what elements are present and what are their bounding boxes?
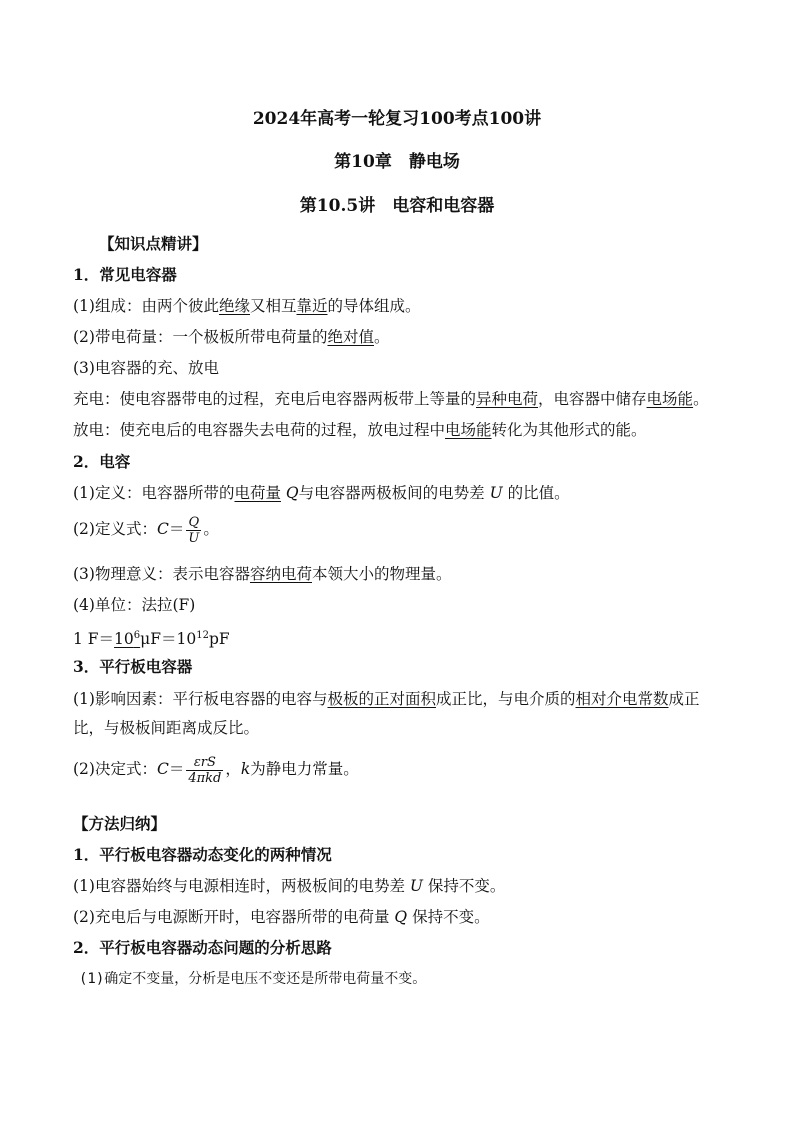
s1-charging: 充电：使电容器带电的过程，充电后电容器两板带上等量的异种电荷，电容器中储存电场能。: [73, 390, 709, 408]
s2-meaning: (3)物理意义：表示电容器容纳电荷本领大小的物理量。: [73, 565, 452, 583]
m2-step1: (1)确定不变量，分析是电压不变还是所带电荷量不变。: [79, 971, 427, 987]
section2-title: 2．电容: [73, 452, 131, 471]
s3-factors-line2: 比，与极板间距离成反比。: [73, 719, 260, 737]
method-heading: 【方法归纳】: [73, 814, 167, 833]
knowledge-heading: 【知识点精讲】: [99, 234, 208, 253]
s1-composition: (1)组成：由两个彼此绝缘又相互靠近的导体组成。: [73, 297, 421, 315]
capacitance-fraction: $\frac{Q}{U}$: [188, 514, 200, 546]
s3-factors-line1: (1)影响因素：平行板电容器的电容与极板的正对面积成正比，与电介质的相对介电常数成正: [73, 690, 700, 708]
lecture-title: 第10.5讲 电容和电容器: [299, 196, 495, 216]
doc-title: 2024年高考一轮复习100考点100讲: [252, 109, 542, 129]
s1-charge: (2)带电荷量：一个极板所带电荷量的绝对值。: [73, 328, 390, 346]
s1-discharging: 放电：使充电后的电容器失去电荷的过程，放电过程中电场能转化为其他形式的能。: [73, 421, 647, 439]
method1-title: 1．平行板电容器动态变化的两种情况: [73, 845, 332, 864]
decision-fraction: $\frac{\text{εrS}}{\text{4πkd}}$: [188, 754, 222, 786]
m1-connected: (1)电容器始终与电源相连时，两极板间的电势差 U 保持不变。: [73, 877, 506, 895]
section3-title: 3．平行板电容器: [73, 657, 193, 676]
s2-unit: (4)单位：法拉(F): [73, 596, 196, 614]
method2-title: 2．平行板电容器动态问题的分析思路: [73, 938, 332, 957]
s2-unit-conversion: 1 $F=10^6\mu F=10^{12}pF$: [73, 630, 230, 649]
s3-formula: (2)决定式：C＝ $\frac{\text{εrS}}{\text{4πkd}}$ ，k为静电力常量。: [73, 754, 359, 786]
section1-title: 1．常见电容器: [73, 265, 177, 284]
m1-disconnected: (2)充电后与电源断开时，电容器所带的电荷量 Q 保持不变。: [73, 908, 490, 926]
s1-charge-discharge: (3)电容器的充、放电: [73, 359, 219, 377]
s2-definition: (1)定义：电容器所带的电荷量 Q与电容器两极板间的电势差 U 的比值。: [73, 484, 570, 502]
chapter-title: 第10章 静电场: [334, 152, 460, 172]
s2-formula: (2)定义式：C＝ $\frac{Q}{U}$ 。: [73, 514, 219, 546]
